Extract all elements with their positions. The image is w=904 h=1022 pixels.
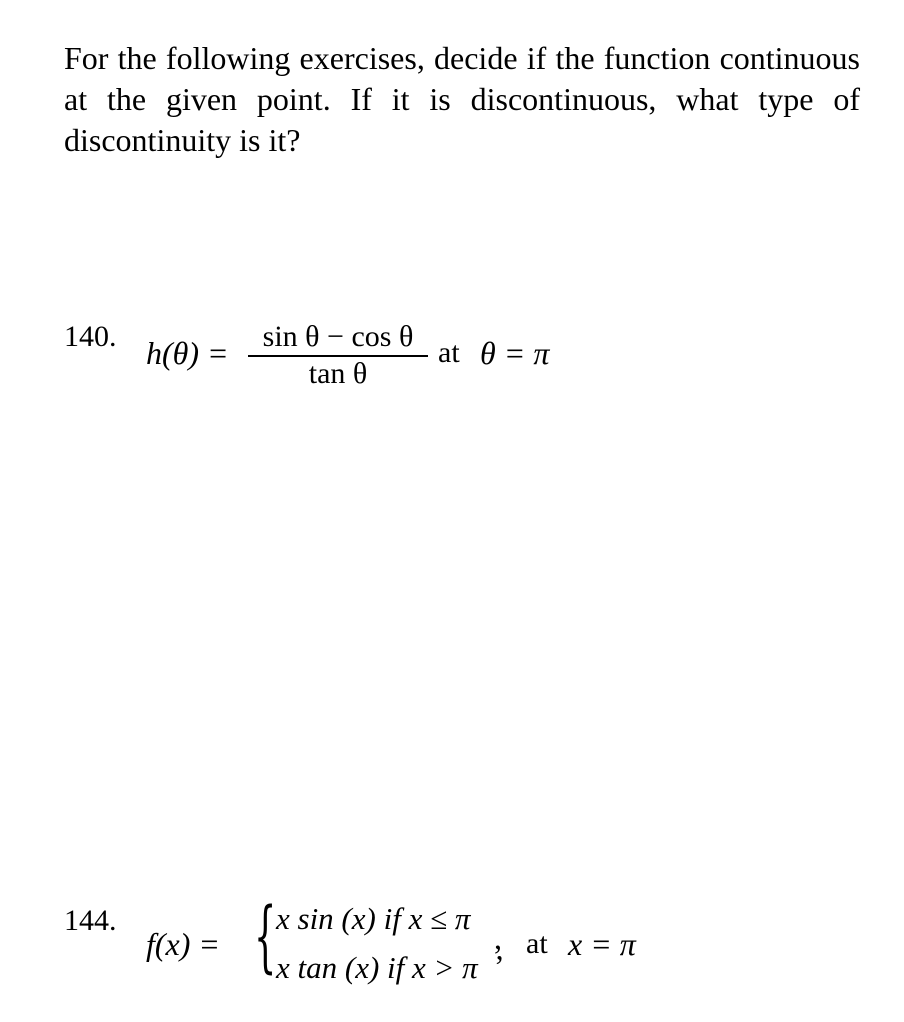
evaluation-point: θ = π [480, 335, 550, 371]
apostrophe: ’ [494, 948, 505, 984]
comma: , [494, 920, 502, 956]
function-lhs: f(x) = [146, 926, 220, 962]
exercise-number: 140. [64, 320, 117, 353]
instructions-paragraph: For the following exercises, decide if the function continuous at the given point. If it is discontinuous, what type of discontinuity is it? [64, 40, 860, 158]
at-word: at [438, 336, 460, 369]
exercise-number: 144. [64, 904, 117, 937]
case-1: x sin (x) if x ≤ π [276, 901, 471, 936]
denominator: tan θ [308, 357, 368, 390]
case-2: x tan (x) if x > π [276, 950, 478, 985]
evaluation-point: x = π [568, 926, 636, 962]
function-lhs: h(θ) = [146, 335, 229, 371]
at-word: at [526, 927, 548, 960]
left-brace: { [254, 892, 277, 982]
numerator: sin θ − cos θ [262, 320, 414, 353]
